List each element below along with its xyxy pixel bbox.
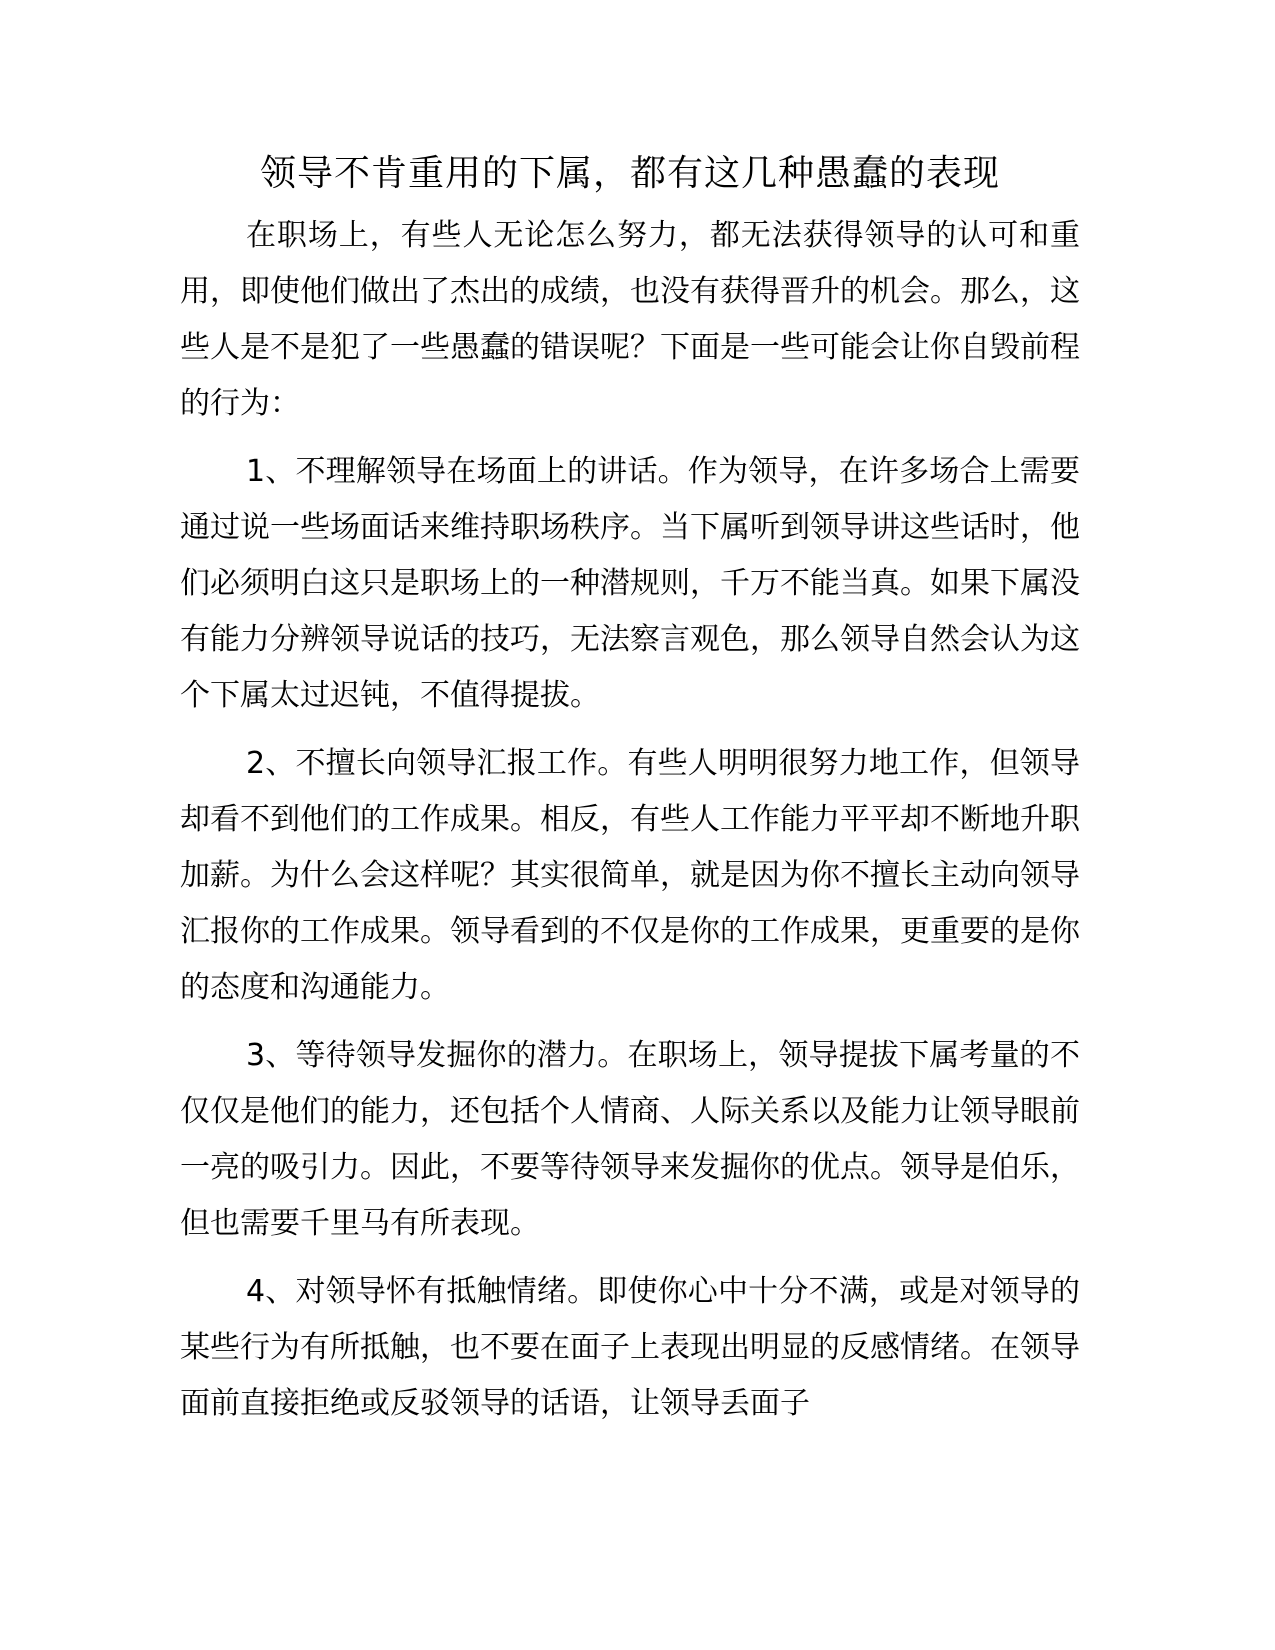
document-title: 领导不肯重用的下属，都有这几种愚蠢的表现: [259, 153, 1000, 194]
paragraph-intro: 在职场上，有些人无论怎么努力，都无法获得领导的认可和重用，即使他们做出了杰出的成绩，也没有获得晋升的机会。那么，这些人是不是犯了一些愚蠢的错误呢？下面是一些可能会让你自毁前程的行为：: [180, 218, 1080, 421]
paragraph-point-4: 4、对领导怀有抵触情绪。即使你心中十分不满，或是对领导的某些行为有所抵触，也不要在面子上表现出明显的反感情绪。在领导面前直接拒绝或反驳领导的话语，让领导丢面子: [180, 1274, 1080, 1421]
paragraph-point-1: 1、不理解领导在场面上的讲话。作为领导，在许多场合上需要通过说一些场面话来维持职场秩序。当下属听到领导讲这些话时，他们必须明白这只是职场上的一种潜规则，千万不能当真。如果下属没有能力分辨领导说话的技巧，无法察言观色，那么领导自然会认为这个下属太过迟钝，不值得提拔。: [180, 454, 1080, 713]
paragraph-point-3: 3、等待领导发掘你的潜力。在职场上，领导提拔下属考量的不仅仅是他们的能力，还包括个人情商、人际关系以及能力让领导眼前一亮的吸引力。因此，不要等待领导来发掘你的优点。领导是伯乐，但也需要千里马有所表现。: [180, 1038, 1080, 1241]
paragraph-point-2: 2、不擅长向领导汇报工作。有些人明明很努力地工作，但领导却看不到他们的工作成果。相反，有些人工作能力平平却不断地升职加薪。为什么会这样呢？其实很简单，就是因为你不擅长主动向领导汇报你的工作成果。领导看到的不仅是你的工作成果，更重要的是你的态度和沟通能力。: [180, 746, 1080, 1005]
document-page: [180, 140, 1080, 1444]
